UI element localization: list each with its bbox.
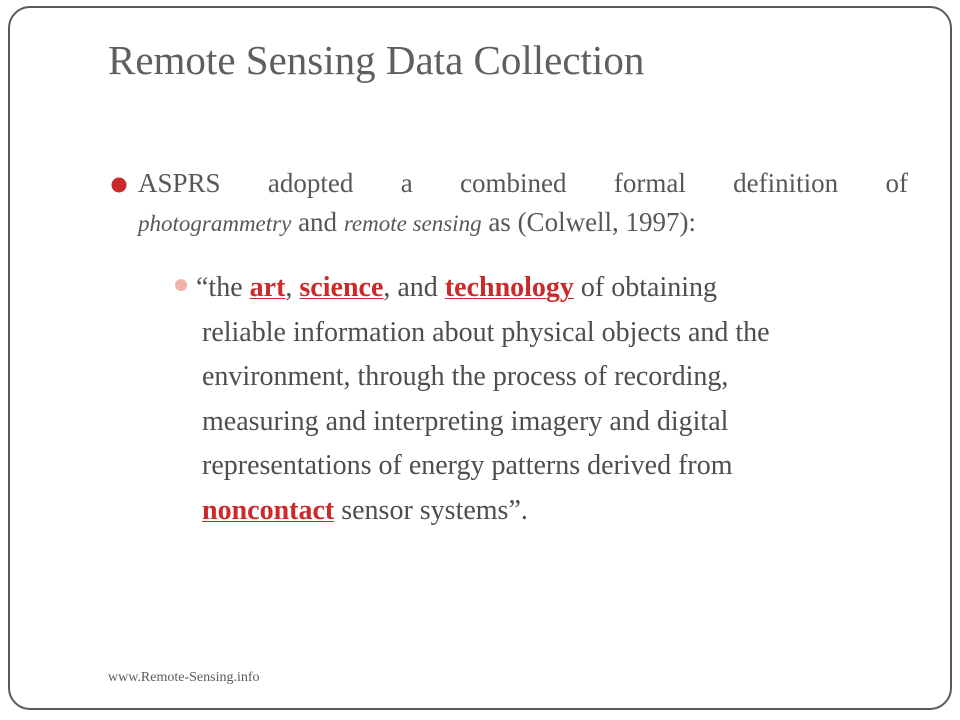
connector-and: and xyxy=(291,207,344,237)
definition-quote xyxy=(196,266,876,533)
quote-sep-1: , xyxy=(285,272,300,303)
quote-line-2: reliable information about physical objects and the xyxy=(202,316,770,348)
keyword-art: art xyxy=(249,272,286,303)
keyword-noncontact: noncontact xyxy=(202,494,335,526)
quote-rest-line-1: of obtaining xyxy=(573,272,718,303)
slide xyxy=(8,6,952,710)
quote-close: sensor systems”. xyxy=(334,494,528,526)
quote-sep-2: , and xyxy=(383,272,445,303)
footer-url: www.Remote-Sensing.info xyxy=(108,670,260,685)
main-bullet-text xyxy=(138,164,908,243)
main-bullet-line-2 xyxy=(138,203,908,243)
bullet-dot-icon xyxy=(110,176,128,194)
term-remote-sensing: remote sensing xyxy=(343,211,482,236)
quote-open: “the xyxy=(196,272,250,303)
quote-line-5: representations of energy patterns derived from xyxy=(202,450,733,481)
quote-line-6 xyxy=(196,489,876,534)
citation-text: as (Colwell, 1997): xyxy=(481,207,697,237)
quote-line-3: environment, through the process of recording, xyxy=(202,361,729,392)
quote-line-1 xyxy=(196,266,876,311)
main-bullet-line-1: ASPRS adopted a combined formal definition of xyxy=(138,168,908,198)
term-photogrammetry: photogrammetry xyxy=(138,211,292,236)
quote-line-4: measuring and interpreting imagery and digital xyxy=(202,405,729,437)
slide-title: Remote Sensing Data Collection xyxy=(108,37,645,83)
keyword-technology: technology xyxy=(444,272,574,303)
keyword-science: science xyxy=(299,272,384,303)
sub-bullet-dot-icon xyxy=(174,278,188,292)
